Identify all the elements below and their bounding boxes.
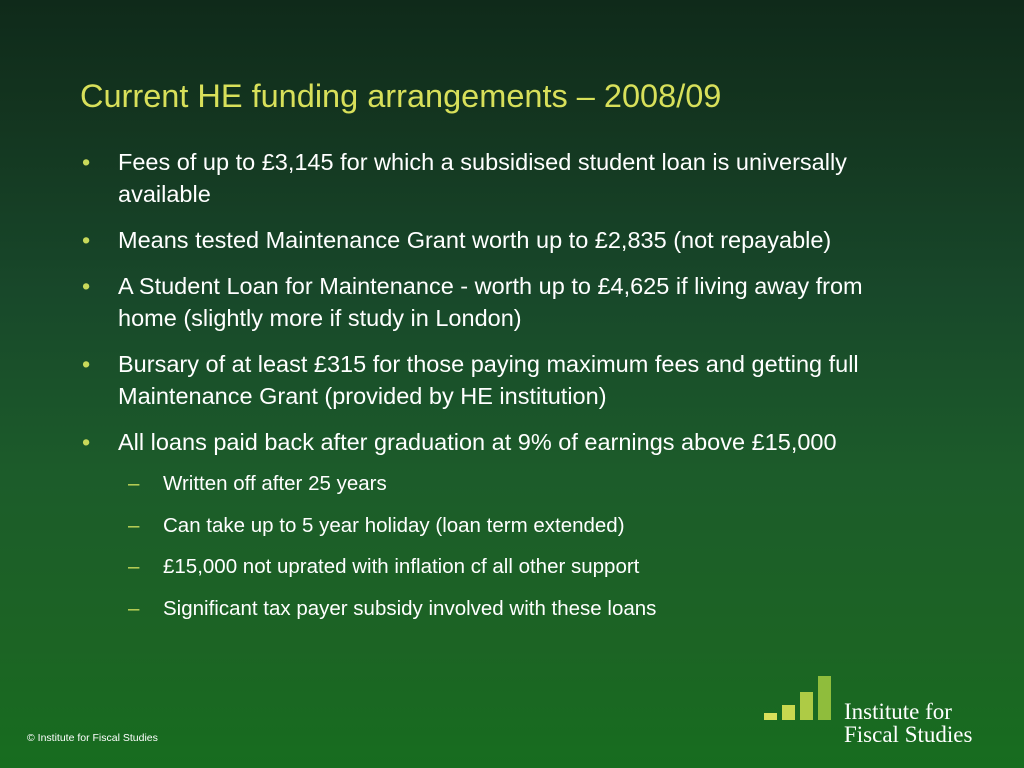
bullet-item: [78, 348, 898, 412]
bullet-marker: •: [82, 273, 91, 299]
bullet-text: Fees of up to £3,145 for which a subsidised student loan is universally available: [118, 149, 847, 207]
bullet-marker: •: [82, 351, 91, 377]
logo-bar: [818, 676, 831, 720]
sub-bullet-dash: –: [128, 513, 140, 537]
bullet-text: A Student Loan for Maintenance - worth up to £4,625 if living away from home (slightly more if study in London): [118, 273, 863, 331]
logo-bar: [764, 713, 777, 720]
sub-bullet-item: [78, 470, 898, 498]
ifs-logo: [760, 676, 1010, 752]
sub-bullet-text: Can take up to 5 year holiday (loan term extended): [163, 513, 625, 537]
logo-line-1: Institute for: [844, 699, 952, 724]
bullet-item: [78, 224, 898, 256]
bullet-marker: •: [82, 227, 91, 253]
logo-bar: [800, 692, 813, 720]
sub-bullet-item: [78, 512, 898, 540]
slide-title: Current HE funding arrangements – 2008/09: [80, 78, 722, 114]
sub-bullet-item: [78, 553, 898, 581]
bullet-text: All loans paid back after graduation at 9% of earnings above £15,000: [118, 429, 837, 455]
bullet-text: Bursary of at least £315 for those paying maximum fees and getting full Maintenance Grant (provided by HE institution): [118, 351, 859, 409]
sub-bullet-dash: –: [128, 472, 140, 495]
bullet-item: [78, 426, 898, 623]
sub-bullet-text: £15,000 not uprated with inflation cf all other support: [163, 555, 640, 578]
sub-bullet-item: [78, 595, 898, 623]
logo-line-2: Fiscal Studies: [844, 722, 973, 747]
sub-bullet-dash: –: [128, 596, 140, 620]
bullet-marker: •: [82, 429, 91, 455]
bullet-list: [78, 146, 898, 637]
sub-bullet-dash: –: [128, 555, 140, 578]
logo-bar: [782, 705, 795, 720]
copyright-footer: © Institute for Fiscal Studies: [27, 732, 158, 744]
sub-bullet-text: Written off after 25 years: [163, 472, 387, 495]
logo-wordmark: [844, 700, 972, 746]
sub-bullet-text: Significant tax payer subsidy involved with these loans: [163, 596, 657, 620]
sub-bullet-list: [78, 470, 898, 623]
bullet-item: [78, 270, 898, 334]
bullet-text: Means tested Maintenance Grant worth up to £2,835 (not repayable): [118, 227, 832, 253]
bullet-item: [78, 146, 898, 210]
bullet-marker: •: [82, 149, 91, 175]
